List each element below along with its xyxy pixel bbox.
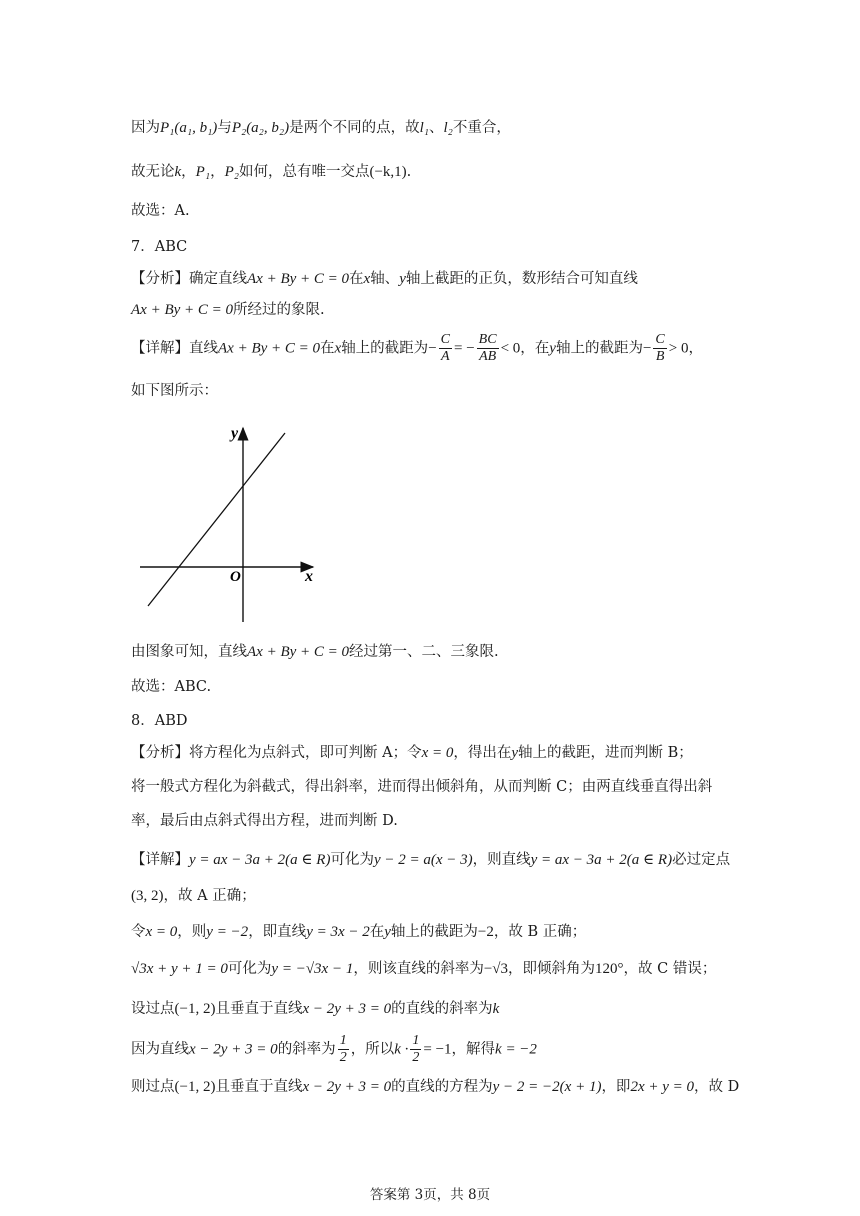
- text-line: 故无论k，P₁，P₂如何，总有唯一交点(−k,1).: [131, 164, 412, 180]
- detail-line: (3, 2)，故 A 正确；: [131, 888, 256, 904]
- detail-line: 【详解】直线Ax + By + C = 0在x轴上的截距为− $\frac{C}{A}$ = − $\frac{BC}{AB}$ < 0，在y轴上的截距为− $\frac{C}{B}$ > 0，: [131, 332, 703, 364]
- analysis-line: 【分析】将方程化为点斜式，即可判断 A；令x = 0，得出在y轴上的截距，进而判断 B；: [131, 745, 693, 761]
- analysis-line: 将一般式方程化为斜截式，得出斜率，进而得出倾斜角，从而判断 C；由两直线垂直得出斜: [131, 779, 713, 795]
- analysis-line: 率，最后由点斜式得出方程，进而判断 D.: [131, 813, 398, 829]
- fraction: $\frac{BC}{AB}$: [478, 332, 497, 364]
- analysis-line: 【分析】确定直线Ax + By + C = 0在x轴、y轴上截距的正负，数形结合可知直线: [131, 271, 638, 287]
- detail-line: 设过点(−1, 2)且垂直于直线x − 2y + 3 = 0的直线的斜率为k: [131, 1001, 500, 1017]
- fraction: $\frac{C}{B}$: [655, 332, 665, 364]
- question-number: 7．ABC: [131, 239, 188, 255]
- answer-line: 故选：ABC.: [131, 679, 212, 695]
- question-number: 8．ABD: [131, 713, 188, 729]
- detail-line: 则过点(−1, 2)且垂直于直线x − 2y + 3 = 0的直线的方程为y − 2 = −2(x + 1)，即2x + y = 0，故 D: [131, 1079, 740, 1095]
- graph-line: [148, 433, 285, 606]
- detail-line: 如下图所示：: [131, 383, 218, 399]
- line-figure: [135, 420, 325, 630]
- page-footer: 答案第 3页，共 8页: [369, 1187, 491, 1203]
- fraction: $\frac{1}{2}$: [412, 1033, 420, 1065]
- detail-line: 令x = 0，则y = −2，即直线y = 3x − 2在y轴上的截距为−2，故 B 正确；: [131, 924, 587, 940]
- fraction: $\frac{1}{2}$: [339, 1033, 347, 1065]
- detail-line: 因为直线x − 2y + 3 = 0的斜率为 $\frac{1}{2}$ ，所以k · $\frac{1}{2}$ = −1，解得k = −2: [131, 1033, 537, 1065]
- detail-line: √3x + y + 1 = 0可化为y = −√3x − 1，则该直线的斜率为−√3，即倾斜角为120°，故 C 错误；: [131, 961, 717, 977]
- x-axis-label: x: [305, 568, 313, 585]
- fraction: $\frac{C}{A}$: [440, 332, 450, 364]
- origin-label: O: [230, 569, 241, 585]
- conclusion-line: 由图象可知，直线Ax + By + C = 0经过第一、二、三象限.: [131, 644, 499, 660]
- detail-line: 【详解】y = ax − 3a + 2(a ∈ R)可化为y − 2 = a(x − 3)，则直线y = ax − 3a + 2(a ∈ R)必过定点: [131, 852, 731, 868]
- analysis-line: Ax + By + C = 0所经过的象限.: [131, 302, 325, 318]
- text-line: 因为P₁(a₁, b₁)与P₂(a₂, b₂)是两个不同的点，故l₁、l₂不重合，: [131, 120, 511, 136]
- answer-line: 故选：A.: [131, 203, 190, 219]
- y-axis-label: y: [231, 425, 239, 442]
